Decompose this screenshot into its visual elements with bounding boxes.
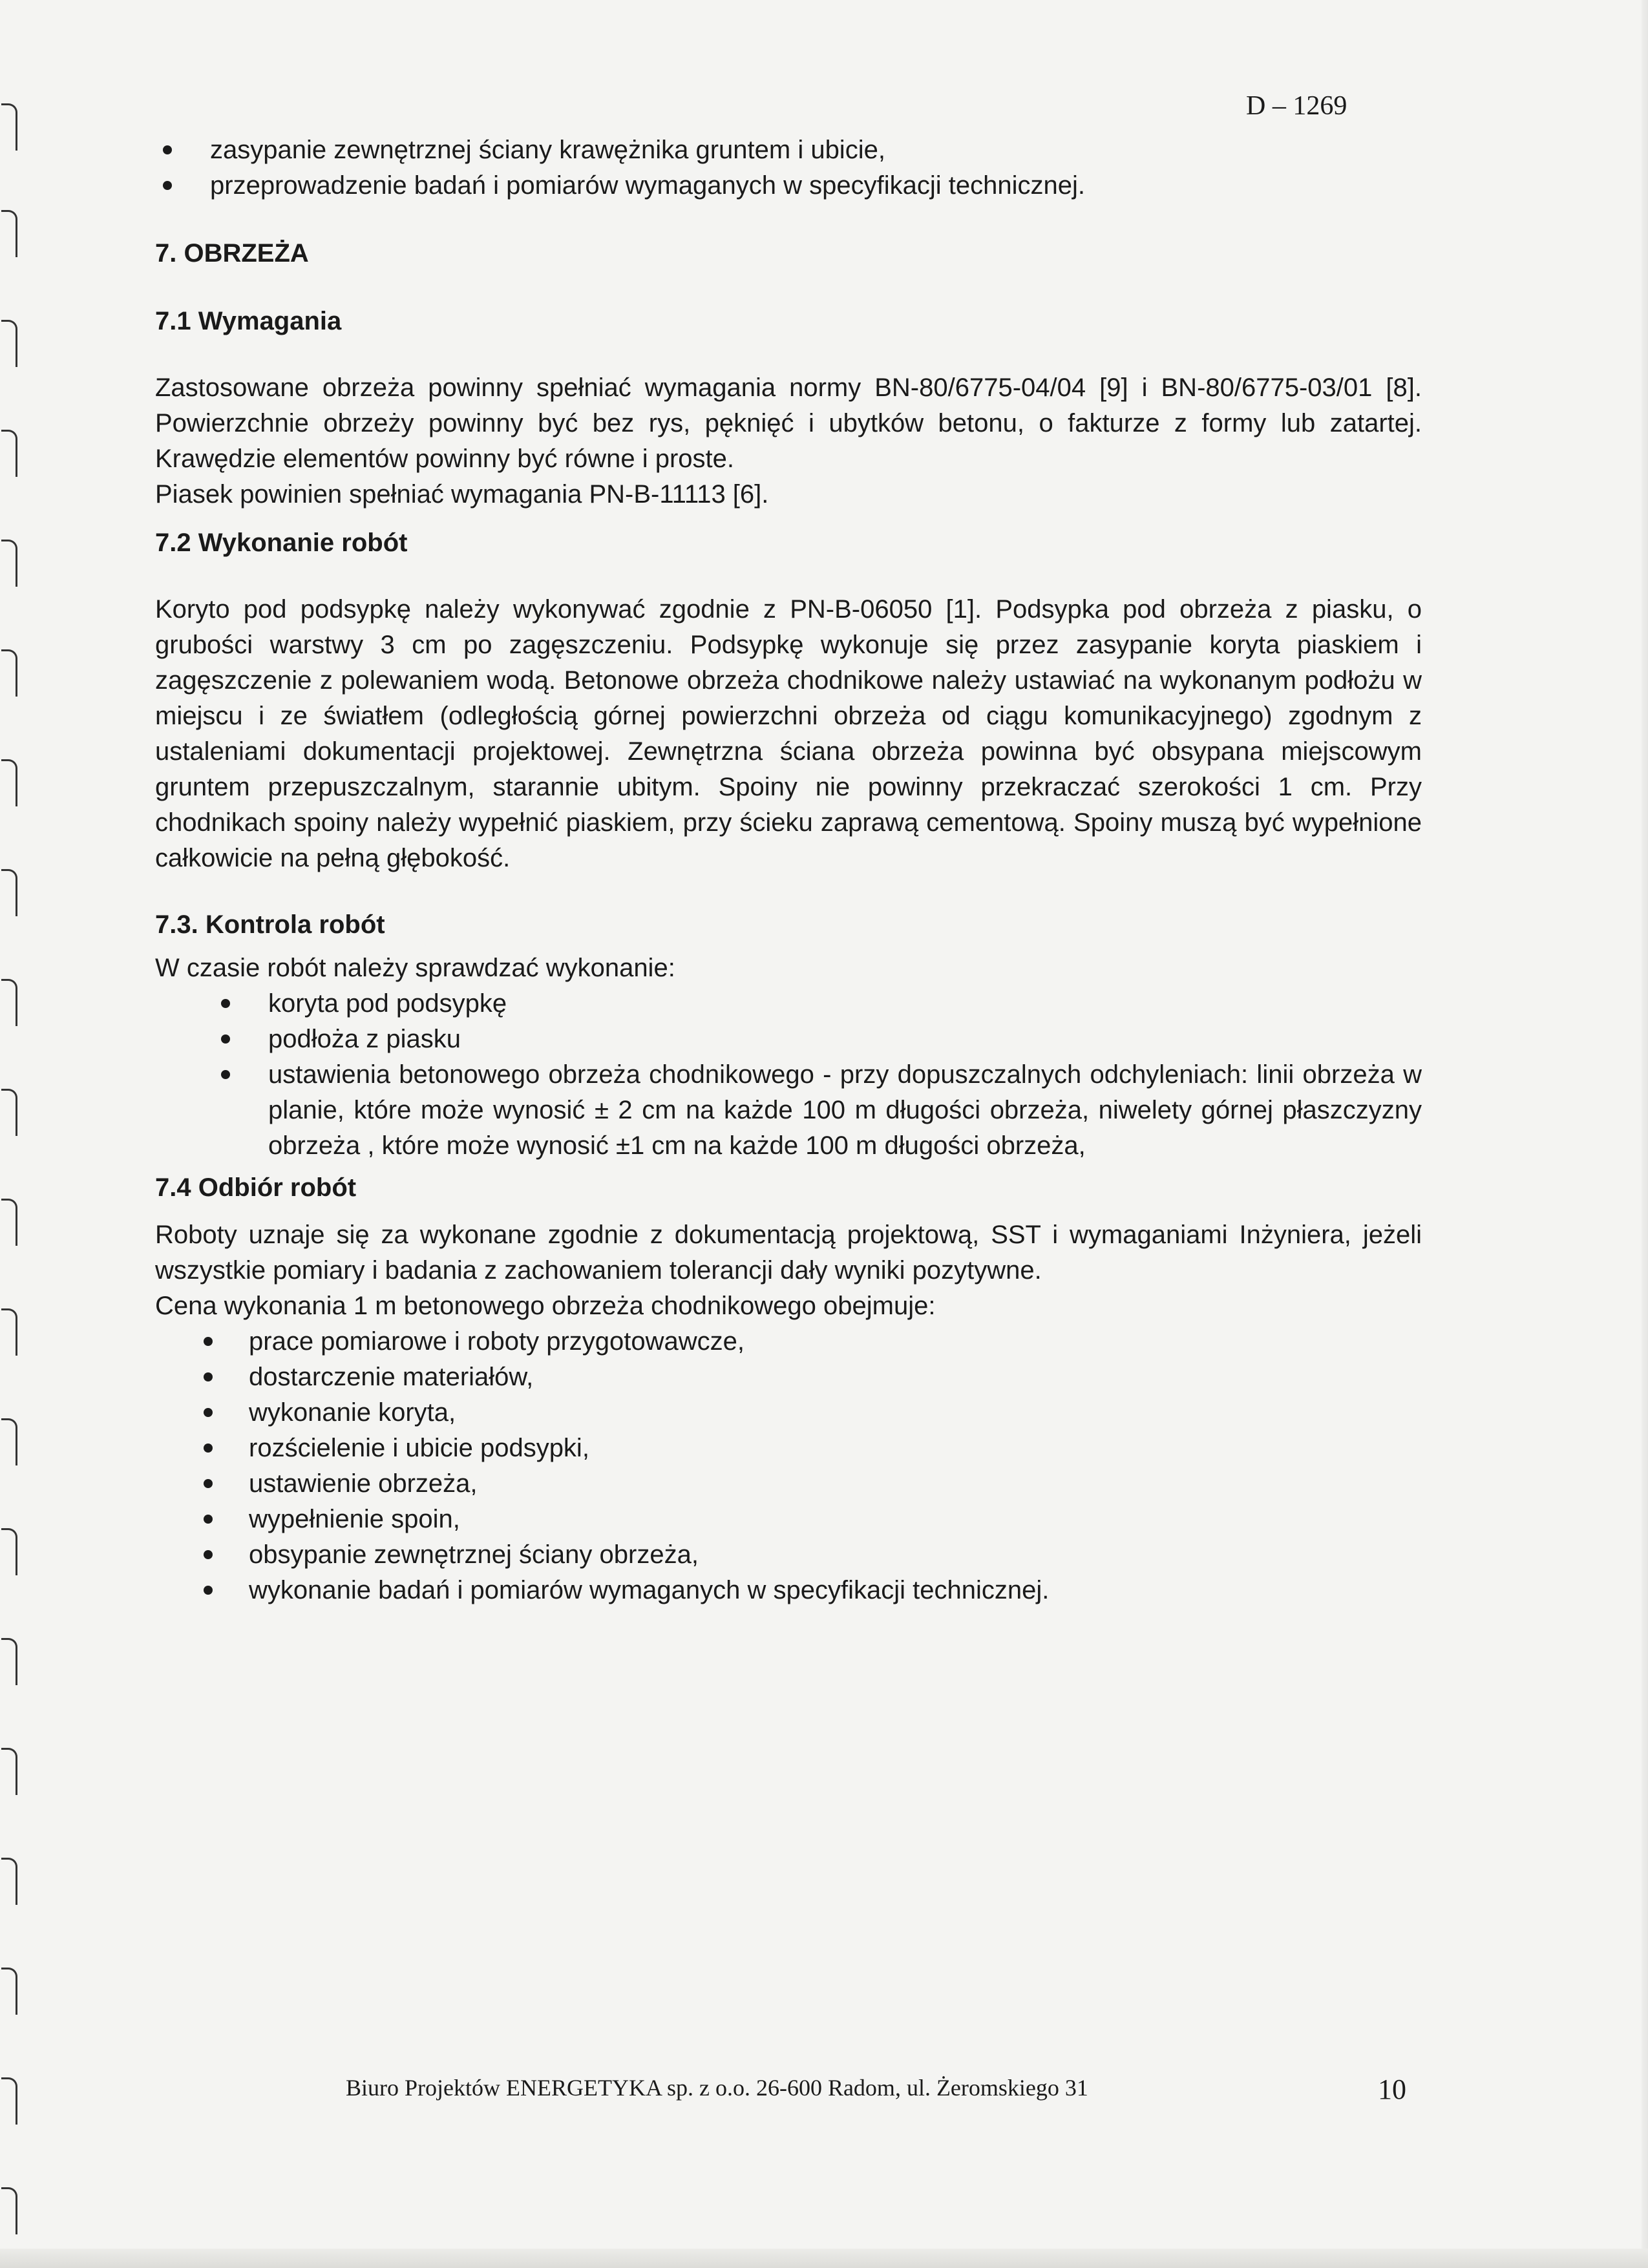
acceptance-paragraph: Roboty uznaje się za wykonane zgodnie z dokumentacją projektową, SST i wymaganiami Inżyniera, jeżeli wszystkie pomiary i badania z zachowaniem tolerancji dały wyniki pozytywne.: [155, 1221, 1422, 1285]
sand-requirement-line: Piasek powinien spełniać wymagania PN-B-11113 [6].: [155, 480, 769, 509]
list-item: [155, 1022, 1422, 1057]
binding-mark: [1, 1968, 17, 2015]
binding-mark: [1, 2187, 17, 2234]
list-item: [155, 1057, 1422, 1164]
section-title-kontrola: 7.3. Kontrola robót: [155, 910, 385, 939]
binding-mark: [1, 103, 17, 151]
page-number: 10: [1378, 2074, 1406, 2105]
binding-mark: [1, 1418, 17, 1465]
bullet-icon: [204, 1372, 213, 1381]
binding-mark: [1, 2077, 17, 2125]
price-bullet-list: [155, 1324, 1422, 1608]
control-intro: W czasie robót należy sprawdzać wykonanie:: [155, 954, 675, 982]
list-item-text: przeprowadzenie badań i pomiarów wymaganych w specyfikacji technicznej.: [210, 171, 1086, 200]
price-intro: Cena wykonania 1 m betonowego obrzeża chodnikowego obejmuje:: [155, 1292, 936, 1320]
page-edge-bottom: [0, 2249, 1648, 2268]
list-item-text: zasypanie zewnętrznej ściany krawężnika gruntem i ubicie,: [210, 136, 885, 164]
binding-mark: [1, 1638, 17, 1685]
section-title-wymagania: 7.1 Wymagania: [155, 307, 342, 335]
bullet-icon: [221, 1070, 230, 1079]
bullet-icon: [204, 1586, 213, 1595]
list-item: [155, 168, 1422, 204]
list-item: [155, 1573, 1422, 1608]
binding-mark: [1, 210, 17, 257]
list-item: [155, 986, 1422, 1022]
page-edge-right: [1642, 0, 1648, 2268]
list-item-text: obsypanie zewnętrznej ściany obrzeża,: [249, 1540, 699, 1569]
binding-mark: [1, 320, 17, 367]
list-item-text: wykonanie badań i pomiarów wymaganych w specyfikacji technicznej.: [249, 1576, 1050, 1604]
list-item-text: wypełnienie spoin,: [249, 1505, 460, 1533]
binding-mark: [1, 1748, 17, 1795]
control-bullet-list: [155, 986, 1422, 1164]
binding-mark: [1, 1528, 17, 1575]
binding-mark: [1, 430, 17, 477]
bullet-icon: [204, 1337, 213, 1346]
list-item-text: prace pomiarowe i roboty przygotowawcze,: [249, 1327, 745, 1356]
list-item-text: ustawienie obrzeża,: [249, 1469, 478, 1498]
bullet-icon: [221, 1034, 230, 1044]
document-body: [155, 132, 1422, 1608]
list-item-text: ustawienia betonowego obrzeża chodnikowego - przy dopuszczalnych odchyleniach: linii obrzeża w planie, które może wynosić ± 2 cm na każde 100 m długości obrzeża, niwelety górnej płaszczyzny obrzeża , które może wynosić ±1 cm na każde 100 m długości obrzeża,: [268, 1060, 1422, 1160]
binding-mark: [1, 759, 17, 806]
list-item-text: podłoża z piasku: [268, 1025, 461, 1053]
list-item: [155, 1537, 1422, 1573]
list-item: [155, 1395, 1422, 1431]
binding-mark: [1, 540, 17, 587]
execution-paragraph: Koryto pod podsypkę należy wykonywać zgodnie z PN-B-06050 [1]. Podsypka pod obrzeża z piasku, o grubości warstwy 3 cm po zagęszczeniu. Podsypkę wykonuje się przez zasypanie koryta piaskiem i zagęszczenie z polewaniem wodą. Betonowe obrzeża chodnikowe należy ustawiać na wykonanym podłożu w miejscu i ze światłem (odległością górnej powierzchni obrzeża od ciągu komunikacyjnego) zgodnym z ustaleniami dokumentacji projektowej. Zewnętrzna ściana obrzeża powinna być obsypana miejscowym gruntem przepuszczalnym, starannie ubitym. Spoiny nie powinny przekraczać szerokości 1 cm. Przy chodnikach spoiny należy wypełnić piaskiem, przy ścieku zaprawą cementową. Spoiny muszą być wypełnione całkowicie na pełną głębokość.: [155, 595, 1422, 872]
bullet-icon: [163, 181, 172, 190]
binding-mark: [1, 979, 17, 1026]
list-item-text: koryta pod podsypkę: [268, 989, 507, 1018]
section-title-obrzeza: 7. OBRZEŻA: [155, 239, 309, 268]
requirements-paragraph: Zastosowane obrzeża powinny spełniać wymagania normy BN-80/6775-04/04 [9] i BN-80/6775-03/01 [8]. Powierzchnie obrzeży powinny być bez rys, pęknięć i ubytków betonu, o fakturze z formy lub zatartej. Krawędzie elementów powinny być równe i proste.: [155, 373, 1422, 473]
list-item: [155, 132, 1422, 168]
bullet-icon: [163, 145, 172, 154]
bullet-icon: [204, 1550, 213, 1559]
section-title-odbior: 7.4 Odbiór robót: [155, 1173, 357, 1202]
list-item: [155, 1324, 1422, 1360]
binding-mark: [1, 1858, 17, 1905]
list-item: [155, 1466, 1422, 1502]
list-item: [155, 1360, 1422, 1395]
footer-company: Biuro Projektów ENERGETYKA sp. z o.o. 26-600 Radom, ul. Żeromskiego 31: [346, 2075, 1088, 2101]
bullet-icon: [204, 1444, 213, 1453]
binding-mark: [1, 1308, 17, 1356]
list-item-text: dostarczenie materiałów,: [249, 1363, 534, 1391]
binding-mark: [1, 1199, 17, 1246]
intro-bullet-list: [155, 132, 1422, 204]
list-item-text: rozścielenie i ubicie podsypki,: [249, 1434, 589, 1462]
document-code: D – 1269: [1246, 91, 1347, 121]
list-item: [155, 1431, 1422, 1466]
bullet-icon: [204, 1515, 213, 1524]
binding-mark: [1, 1089, 17, 1136]
list-item: [155, 1502, 1422, 1537]
bullet-icon: [221, 999, 230, 1008]
bullet-icon: [204, 1479, 213, 1488]
binding-mark: [1, 869, 17, 916]
list-item-text: wykonanie koryta,: [249, 1398, 456, 1427]
bullet-icon: [204, 1408, 213, 1417]
binding-mark: [1, 649, 17, 697]
section-title-wykonanie: 7.2 Wykonanie robót: [155, 529, 408, 557]
